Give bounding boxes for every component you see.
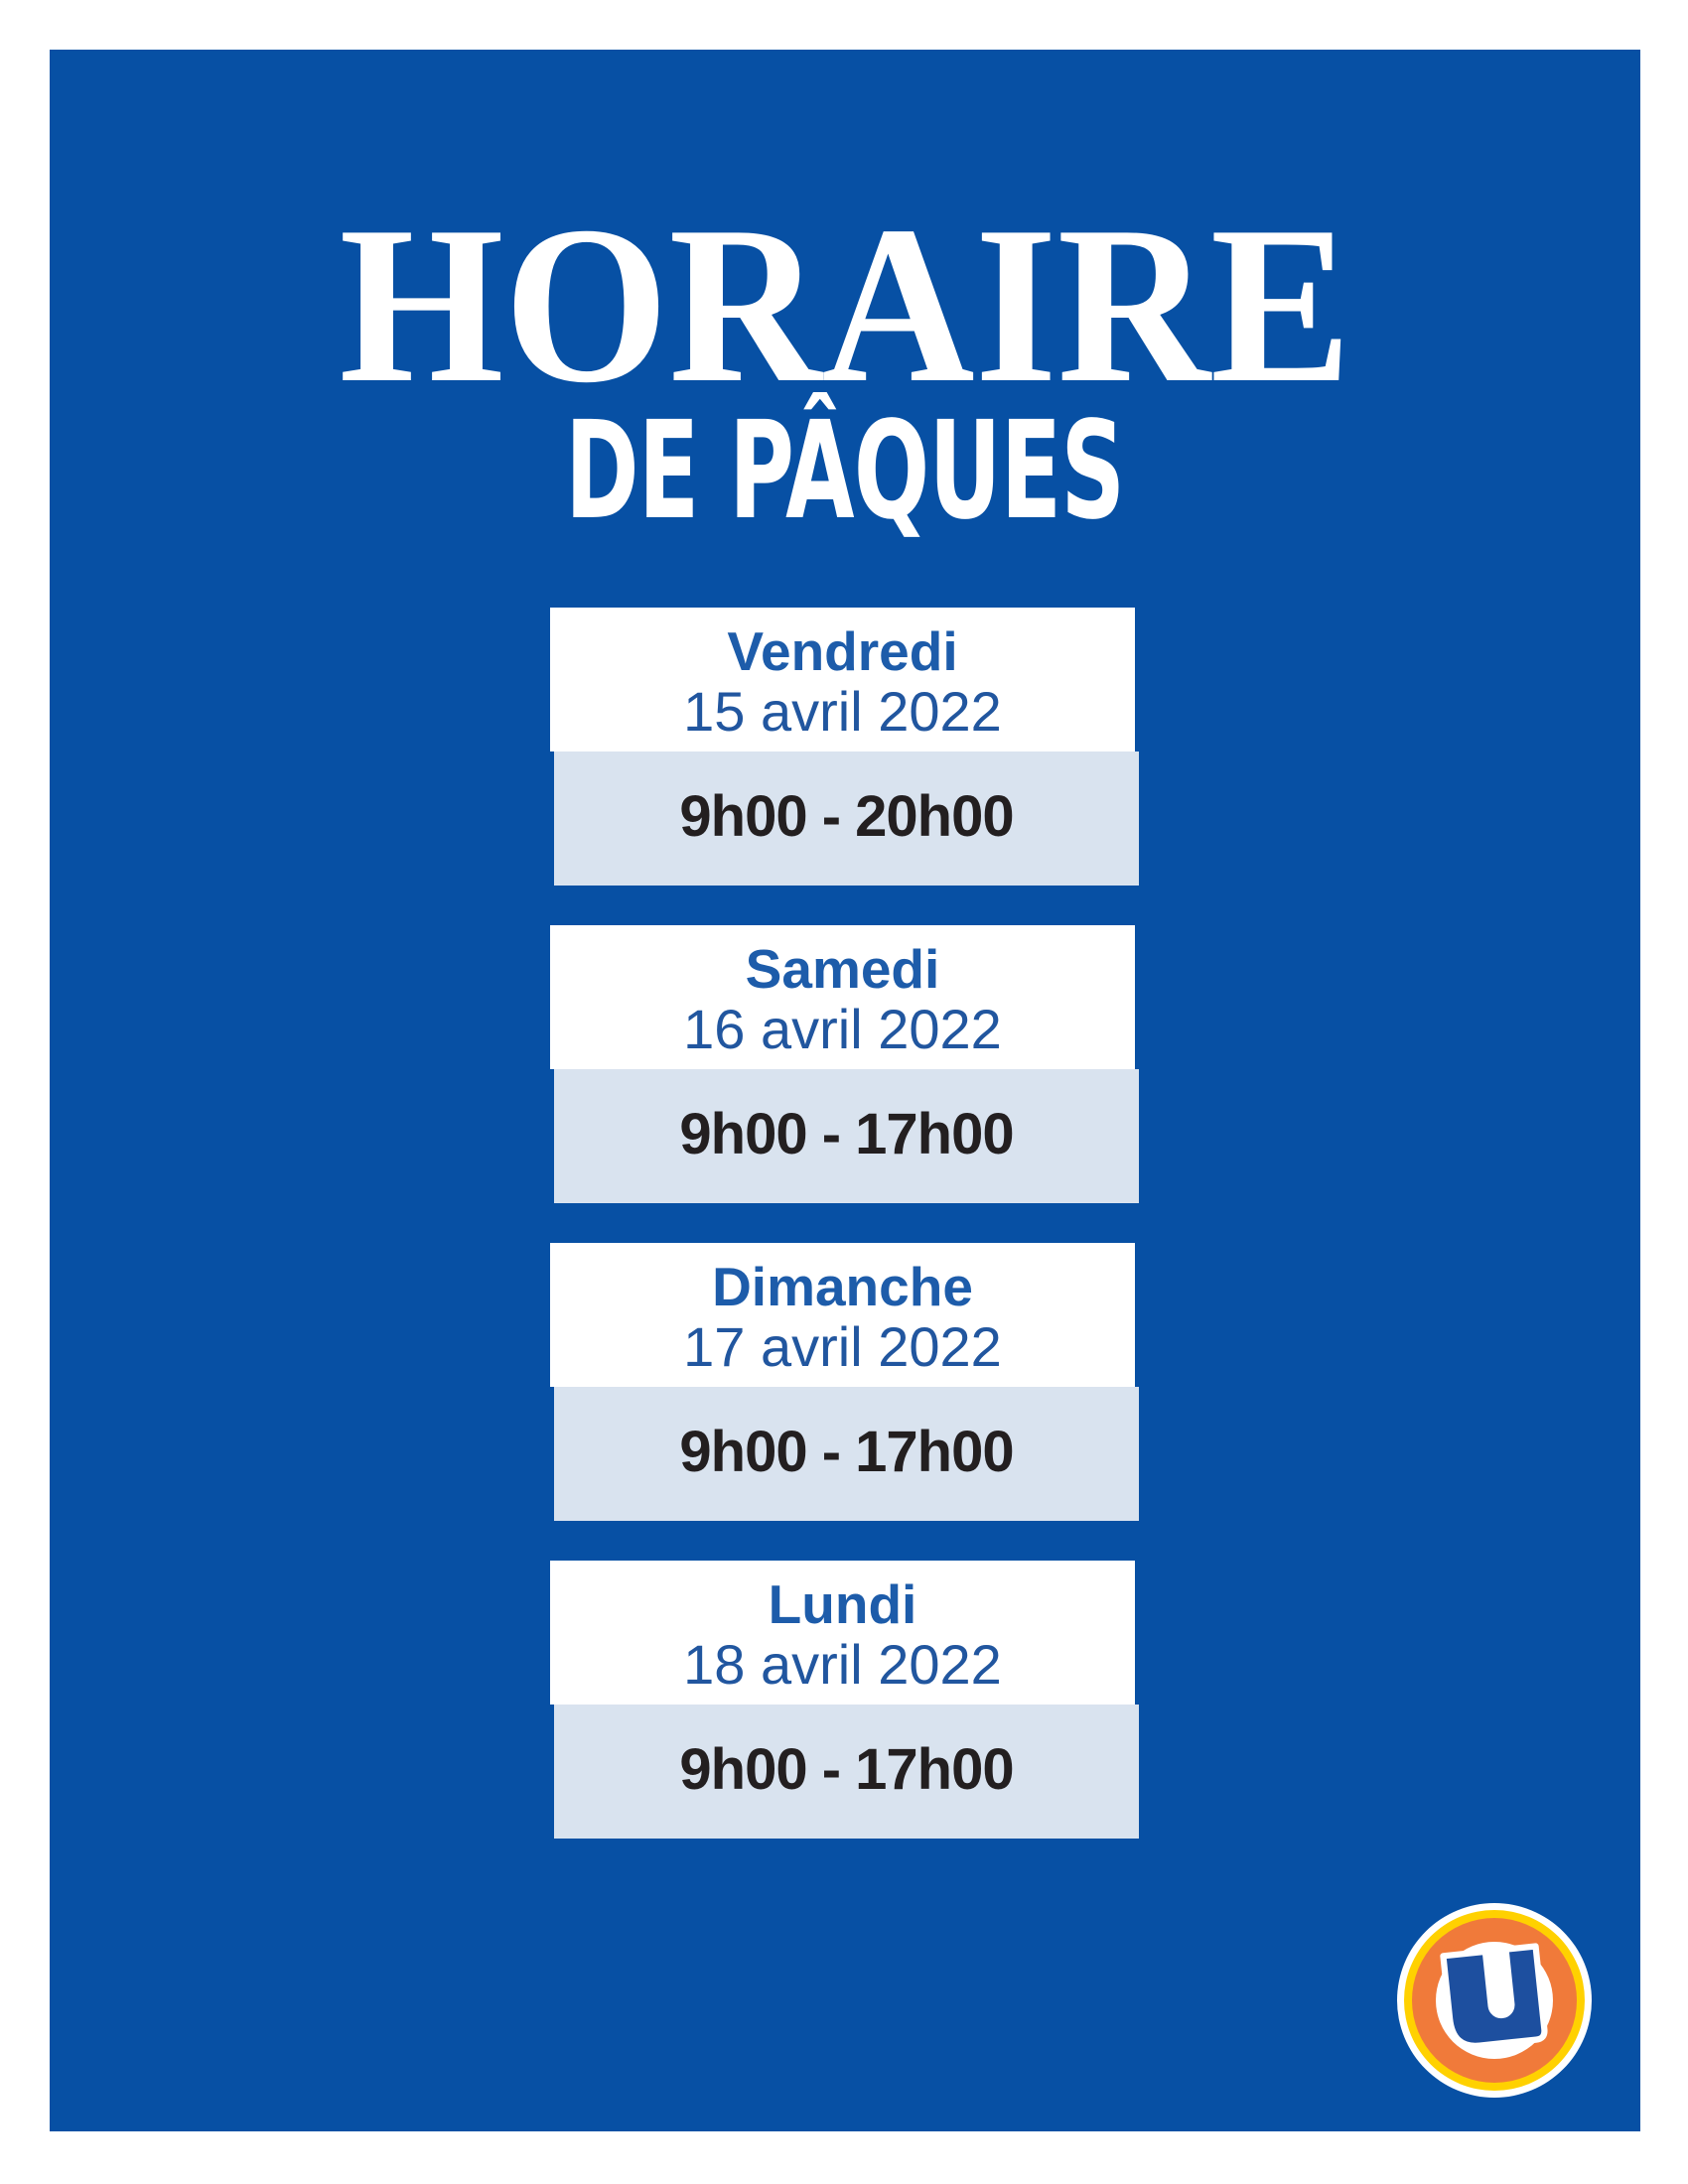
card-day-section — [550, 608, 1135, 751]
card-hours-section — [554, 1069, 1139, 1203]
date-label: 15 avril 2022 — [683, 680, 1002, 743]
poster-panel — [50, 50, 1640, 2131]
card-hours-section — [554, 1705, 1139, 1839]
u-letter-icon — [1438, 1942, 1551, 2055]
schedule-card-dimanche — [550, 1243, 1139, 1521]
schedule-card-lundi — [550, 1561, 1139, 1839]
poster-title — [50, 181, 1640, 430]
poster-subtitle-text: DE PÂQUES — [565, 393, 1125, 550]
date-label: 18 avril 2022 — [683, 1633, 1002, 1696]
card-hours-section — [554, 1387, 1139, 1521]
card-day-section — [550, 925, 1135, 1069]
card-day-section — [550, 1243, 1135, 1387]
u-logo — [1397, 1903, 1592, 2098]
card-day-section — [550, 1561, 1135, 1705]
day-label: Samedi — [745, 938, 940, 1000]
date-label: 17 avril 2022 — [683, 1315, 1002, 1378]
poster-subtitle — [50, 393, 1640, 550]
card-hours-section — [554, 751, 1139, 886]
hours-label: 9h00 - 20h00 — [679, 784, 1014, 849]
hours-label: 9h00 - 17h00 — [679, 1420, 1014, 1484]
date-label: 16 avril 2022 — [683, 998, 1002, 1060]
schedule-card-vendredi — [550, 608, 1139, 886]
hours-label: 9h00 - 17h00 — [679, 1737, 1014, 1802]
day-label: Vendredi — [727, 620, 958, 682]
poster-title-text: HORAIRE — [339, 181, 1351, 430]
day-label: Dimanche — [712, 1256, 973, 1317]
schedule-card-samedi — [550, 925, 1139, 1203]
day-label: Lundi — [768, 1573, 917, 1635]
hours-label: 9h00 - 17h00 — [679, 1102, 1014, 1166]
